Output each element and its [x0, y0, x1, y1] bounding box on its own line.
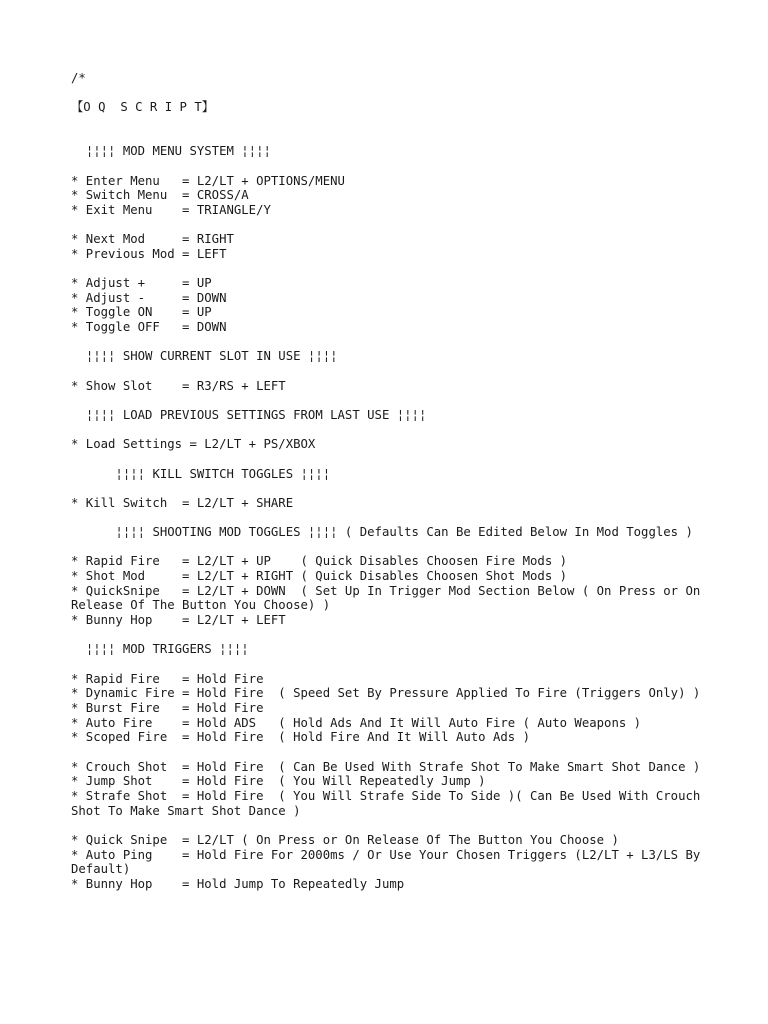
document-line: ¦¦¦¦ LOAD PREVIOUS SETTINGS FROM LAST USE ¦¦¦¦	[71, 407, 427, 422]
blank-line	[71, 86, 711, 101]
document-line: * Auto Ping = Hold Fire For 2000ms / Or Use Your Chosen Triggers (L2/LT + L3/LS By Default)	[71, 847, 708, 877]
blank-line	[71, 393, 711, 408]
document-line: * Jump Shot = Hold Fire ( You Will Repeatedly Jump )	[71, 774, 486, 789]
document-line: * Next Mod = RIGHT	[71, 232, 234, 247]
blank-line	[71, 628, 711, 643]
document-line: * Toggle OFF = DOWN	[71, 320, 227, 335]
document-line: ¦¦¦¦ KILL SWITCH TOGGLES ¦¦¦¦	[71, 466, 331, 481]
document-line: /*	[71, 71, 86, 85]
document-line: ¦¦¦¦ MOD MENU SYSTEM ¦¦¦¦	[71, 144, 271, 159]
document-line: * Scoped Fire = Hold Fire ( Hold Fire And It Will Auto Ads )	[71, 730, 531, 745]
blank-line	[71, 540, 711, 555]
document-line: * Strafe Shot = Hold Fire ( You Will Strafe Side To Side )( Can Be Used With Crouch Shot To Make Smart Shot Dance )	[71, 788, 708, 818]
blank-line	[71, 423, 711, 438]
blank-line	[71, 159, 711, 174]
document-line: * Enter Menu = L2/LT + OPTIONS/MENU	[71, 173, 345, 188]
blank-line	[71, 452, 711, 467]
blank-line	[71, 364, 711, 379]
blank-line	[71, 481, 711, 496]
document-line: * Adjust + = UP	[71, 276, 212, 291]
blank-line	[71, 818, 711, 833]
document-line: ¦¦¦¦ SHOW CURRENT SLOT IN USE ¦¦¦¦	[71, 349, 338, 364]
blank-line	[71, 130, 711, 145]
document-line: * Crouch Shot = Hold Fire ( Can Be Used With Strafe Shot To Make Smart Shot Dance )	[71, 759, 701, 774]
document-line: * Switch Menu = CROSS/A	[71, 188, 249, 203]
document-line: * Quick Snipe = L2/LT ( On Press or On Release Of The Button You Choose )	[71, 832, 619, 847]
document-line: * Burst Fire = Hold Fire	[71, 700, 264, 715]
document-line: * QuickSnipe = L2/LT + DOWN ( Set Up In Trigger Mod Section Below ( On Press or On Release Of The Button You Choose) )	[71, 583, 708, 613]
script-document	[71, 71, 711, 891]
document-line: * Bunny Hop = L2/LT + LEFT	[71, 613, 286, 628]
document-line: * Rapid Fire = Hold Fire	[71, 671, 264, 686]
document-line: * Auto Fire = Hold ADS ( Hold Ads And It Will Auto Fire ( Auto Weapons )	[71, 715, 642, 730]
blank-line	[71, 261, 711, 276]
document-line: * Toggle ON = UP	[71, 305, 212, 320]
blank-line	[71, 511, 711, 526]
document-line: * Shot Mod = L2/LT + RIGHT ( Quick Disables Choosen Shot Mods )	[71, 569, 568, 584]
document-line: 【O Q S C R I P T】	[71, 100, 215, 115]
blank-line	[71, 218, 711, 233]
document-line: * Load Settings = L2/LT + PS/XBOX	[71, 437, 316, 452]
blank-line	[71, 115, 711, 130]
blank-line	[71, 745, 711, 760]
document-line: * Adjust - = DOWN	[71, 290, 227, 305]
document-line: * Dynamic Fire = Hold Fire ( Speed Set By Pressure Applied To Fire (Triggers Only) )	[71, 686, 701, 701]
blank-line	[71, 657, 711, 672]
document-line: ¦¦¦¦ MOD TRIGGERS ¦¦¦¦	[71, 642, 249, 657]
document-line: ¦¦¦¦ SHOOTING MOD TOGGLES ¦¦¦¦ ( Defaults Can Be Edited Below In Mod Toggles )	[71, 525, 693, 540]
document-line: * Previous Mod = LEFT	[71, 246, 227, 261]
document-line: * Kill Switch = L2/LT + SHARE	[71, 495, 294, 510]
document-line: * Bunny Hop = Hold Jump To Repeatedly Jump	[71, 876, 405, 891]
document-line: * Show Slot = R3/RS + LEFT	[71, 378, 286, 393]
document-line: * Rapid Fire = L2/LT + UP ( Quick Disables Choosen Fire Mods )	[71, 554, 568, 569]
document-line: * Exit Menu = TRIANGLE/Y	[71, 202, 271, 217]
blank-line	[71, 335, 711, 350]
